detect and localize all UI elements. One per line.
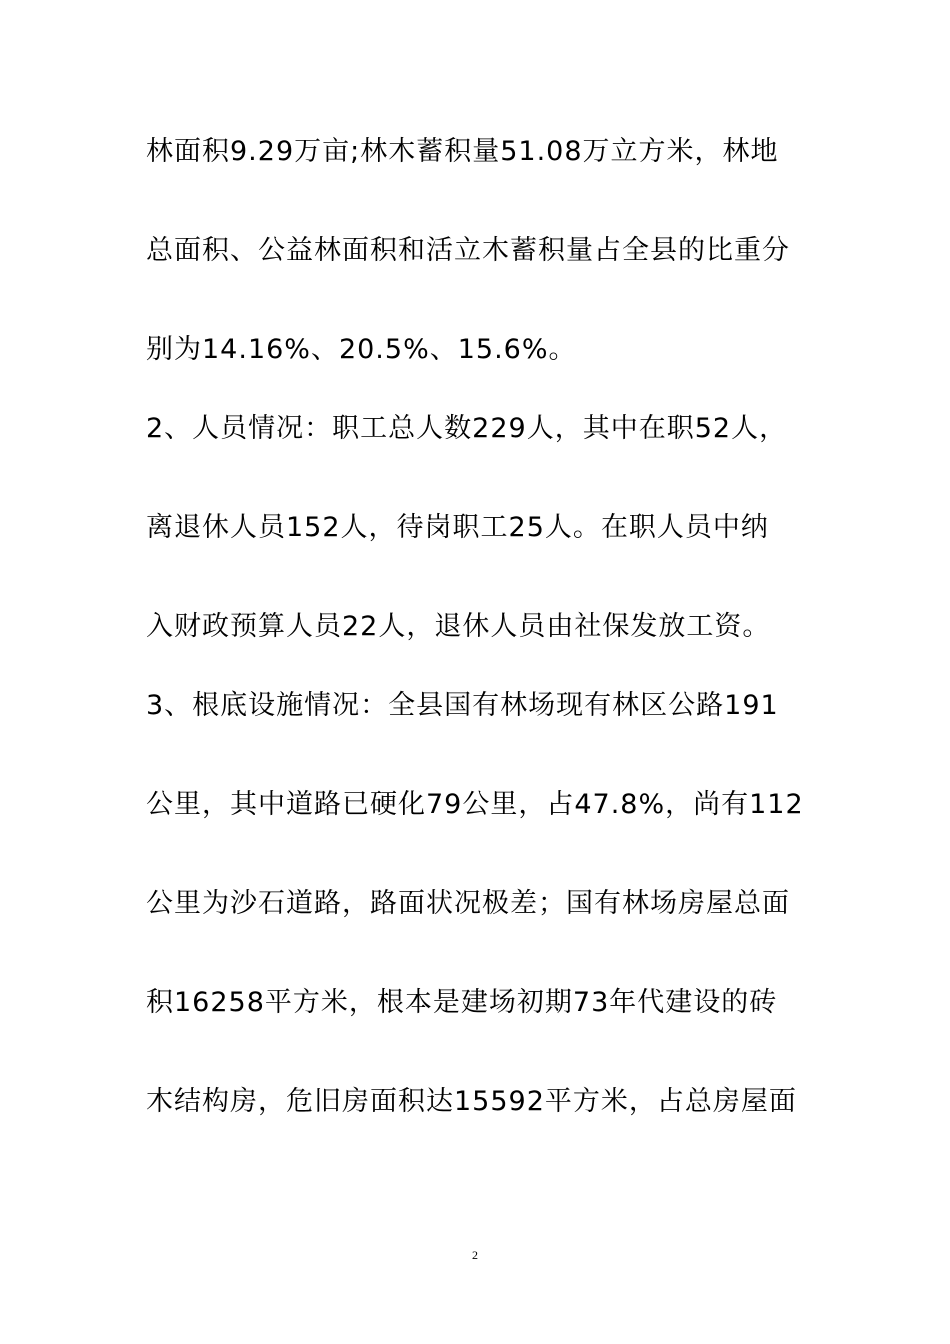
text-line-9: 公里为沙石道路，路面状况极差；国有林场房屋总面 — [146, 888, 790, 919]
text-line-5: 离退休人员152人，待岗职工25人。在职人员中纳 — [146, 512, 769, 543]
page-number: 2 — [472, 1248, 478, 1262]
text-line-11: 木结构房，危旧房面积达15592平方米，占总房屋面 — [146, 1086, 797, 1117]
text-line-8: 公里，其中道路已硬化79公里，占47.8%，尚有112 — [146, 789, 804, 820]
text-line-4: 2、人员情况：职工总人数229人，其中在职52人， — [146, 413, 788, 444]
text-line-2: 总面积、公益林面积和活立木蓄积量占全县的比重分 — [146, 235, 790, 266]
text-line-6: 入财政预算人员22人，退休人员由社保发放工资。 — [146, 611, 771, 642]
text-line-3: 别为14.16%、20.5%、15.6%。 — [146, 334, 577, 365]
text-line-7: 3、根底设施情况：全县国有林场现有林区公路191 — [146, 690, 779, 721]
text-line-10: 积16258平方米，根本是建场初期73年代建设的砖 — [146, 987, 778, 1018]
text-line-1: 林面积9.29万亩;林木蓄积量51.08万立方米，林地 — [146, 136, 779, 167]
